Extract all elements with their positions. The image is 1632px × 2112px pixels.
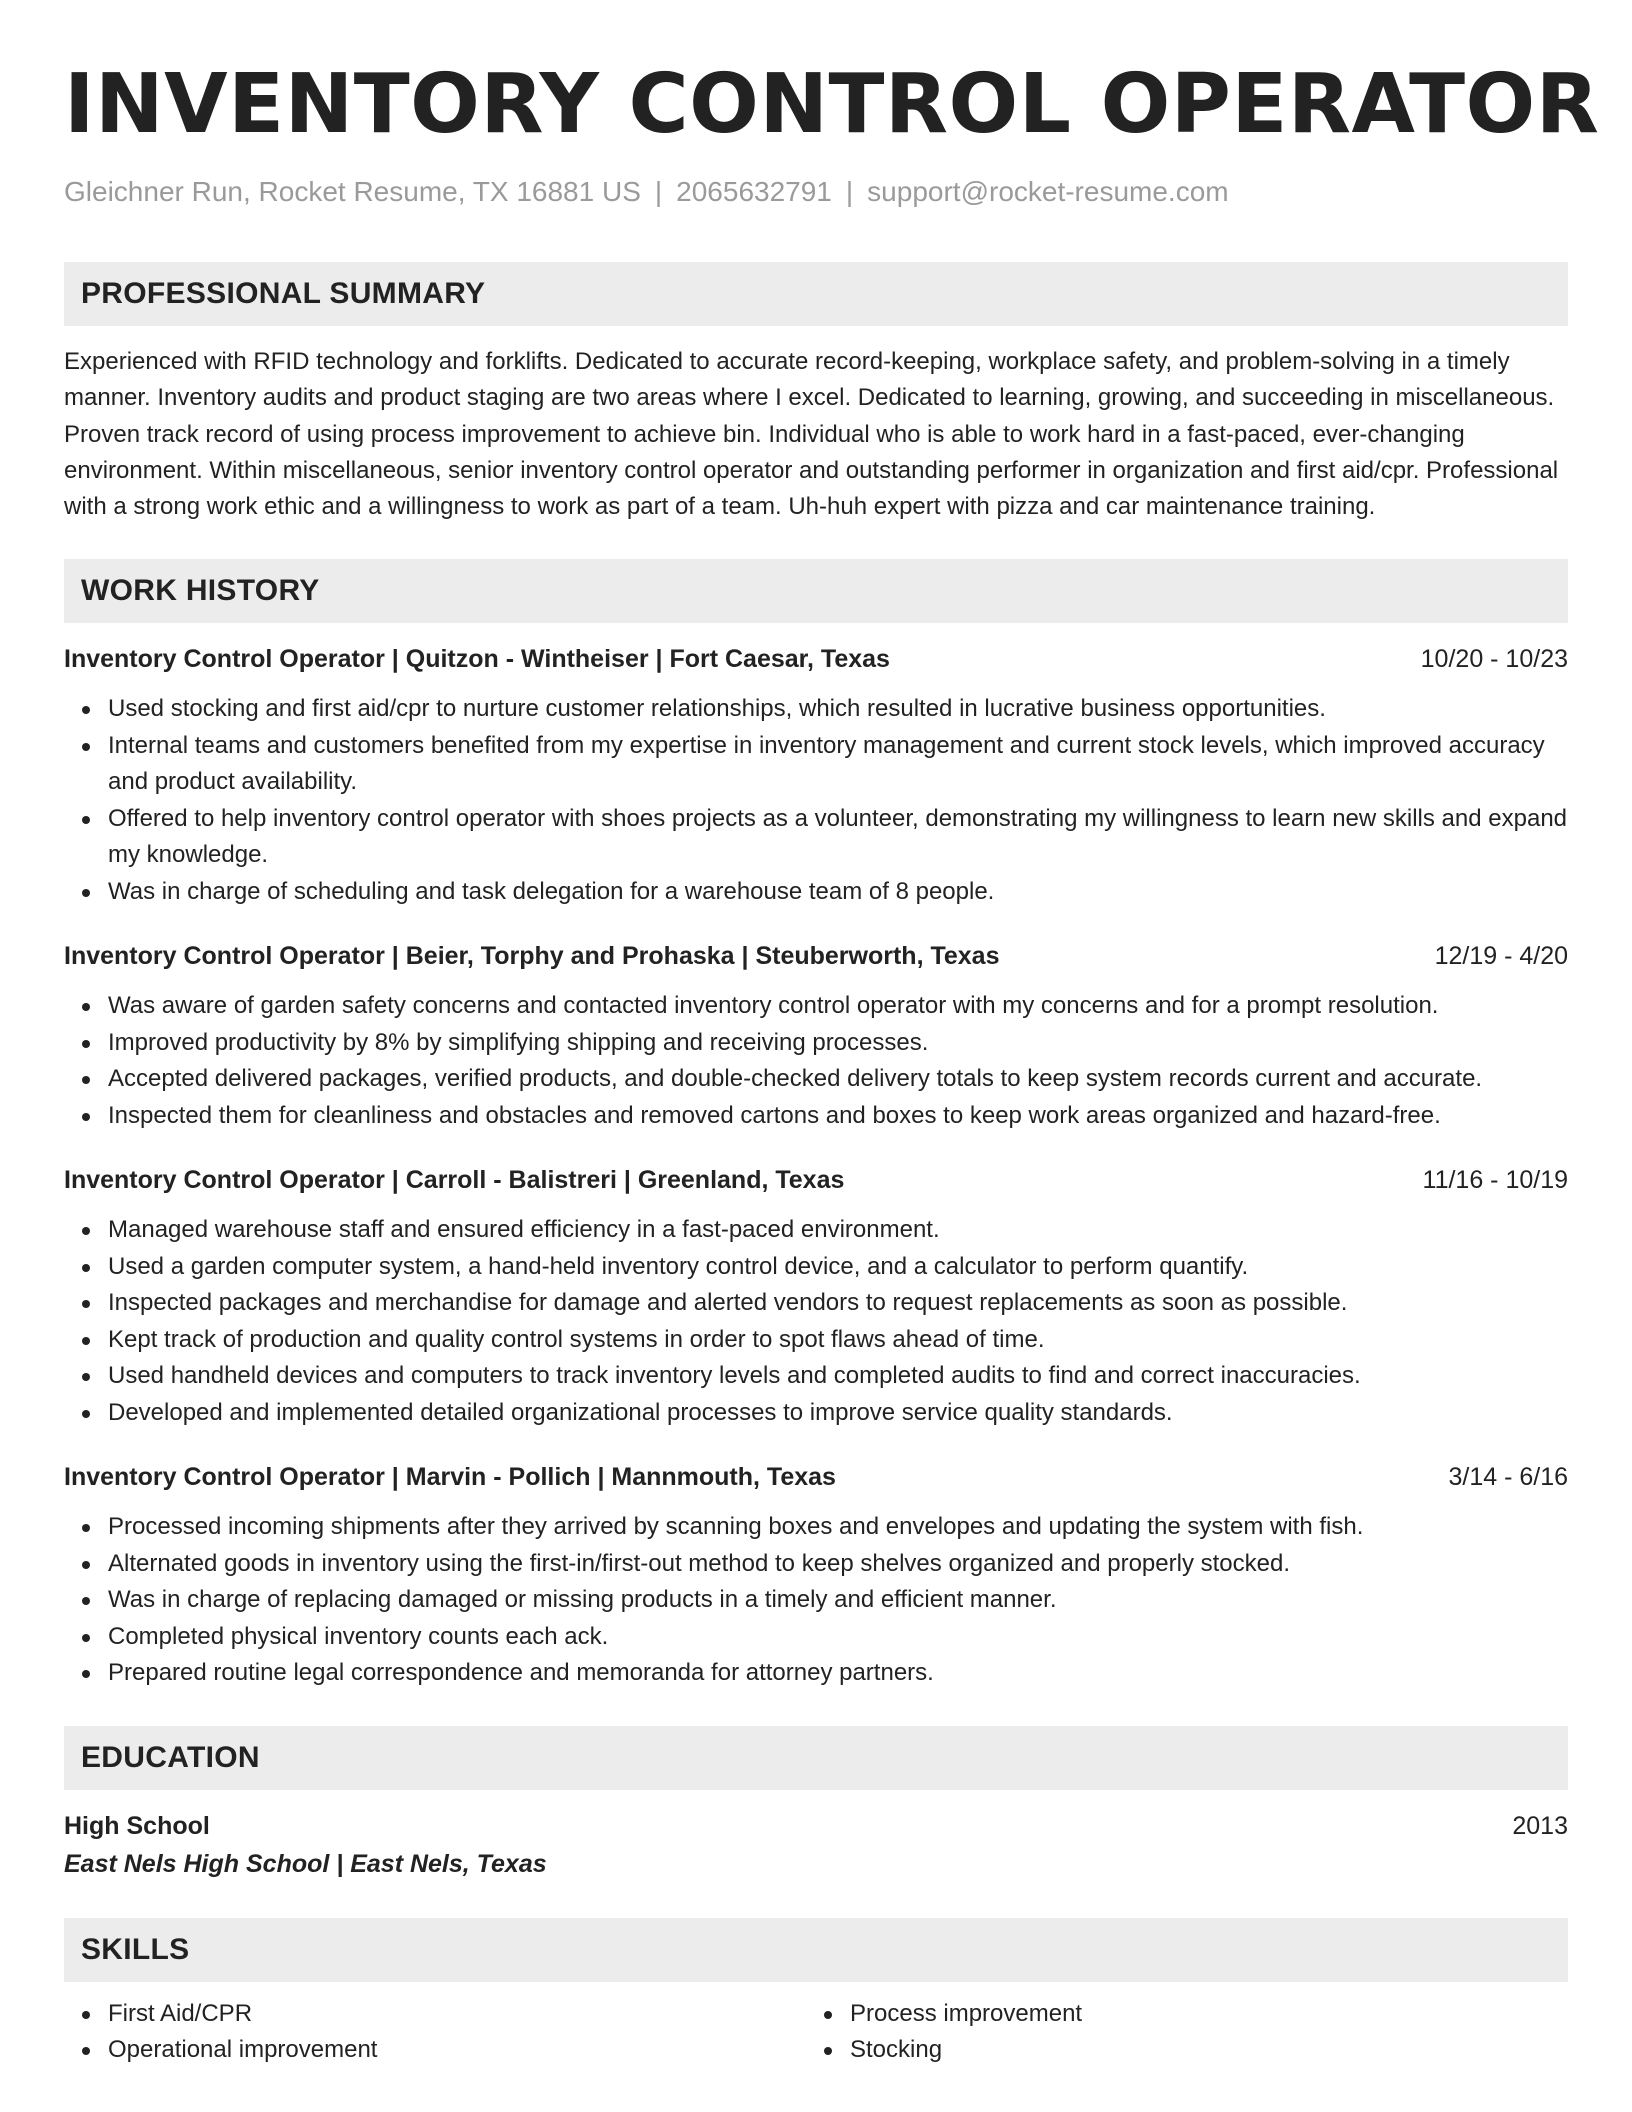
job-bullet: Improved productivity by 8% by simplifying shipping and receiving processes. [108, 1025, 1568, 1062]
job-bullet: Was in charge of replacing damaged or missing products in a timely and efficient manner. [108, 1582, 1568, 1619]
education-year: 2013 [1512, 1811, 1568, 1840]
job-dates: 3/14 - 6/16 [1448, 1463, 1568, 1492]
job-bullet: Was aware of garden safety concerns and contacted inventory control operator with my concerns and for a prompt resolution. [108, 988, 1568, 1025]
job-bullet: Kept track of production and quality control systems in order to spot flaws ahead of time. [108, 1322, 1568, 1359]
job-bullet: Used a garden computer system, a hand-held inventory control device, and a calculator to perform quantify. [108, 1249, 1568, 1286]
contact-separator: | [845, 176, 854, 207]
job-entry [64, 641, 1568, 910]
skills-heading: SKILLS [64, 1918, 1568, 1982]
education-header [64, 1808, 1568, 1844]
job-bullet: Developed and implemented detailed organizational processes to improve service quality standards. [108, 1395, 1568, 1432]
education-school: East Nels High School | East Nels, Texas [64, 1849, 547, 1878]
job-bullet: Inspected them for cleanliness and obstacles and removed cartons and boxes to keep work areas organized and hazard-free. [108, 1098, 1568, 1135]
contact-separator: | [654, 176, 663, 207]
skill-item: Operational improvement [108, 2032, 806, 2069]
skills-list [64, 1996, 1568, 2069]
job-bullet: Inspected packages and merchandise for damage and alerted vendors to request replacements as soon as possible. [108, 1285, 1568, 1322]
job-bullet: Used stocking and first aid/cpr to nurture customer relationships, which resulted in lucrative business opportunities. [108, 691, 1568, 728]
skills-bullets [806, 1996, 1548, 2069]
job-title: Inventory Control Operator | Carroll - Balistreri | Greenland, Texas [64, 1166, 845, 1195]
job-entry [64, 1459, 1568, 1692]
summary-text: Experienced with RFID technology and forklifts. Dedicated to accurate record-keeping, workplace safety, and problem-solving in a timely manner. Inventory audits and product staging are two areas where I excel. Dedicated to learning, growing, and succeeding in miscellaneous. Proven track record of using process improvement to achieve bin. Individual who is able to work hard in a fast-paced, ever-changing environment. Within miscellaneous, senior inventory control operator and outstanding performer in organization and first aid/cpr. Professional with a strong work ethic and a willingness to work as part of a team. Uh-huh expert with pizza and car maintenance training. [64, 348, 1559, 521]
skills-bullets [64, 1996, 806, 2069]
contact-line [64, 174, 1568, 210]
job-entry [64, 938, 1568, 1134]
job-bullet: Completed physical inventory counts each ack. [108, 1619, 1568, 1656]
work-history-heading: WORK HISTORY [64, 559, 1568, 623]
job-bullets [64, 1509, 1568, 1692]
job-header [64, 1459, 1568, 1495]
job-bullet: Was in charge of scheduling and task delegation for a warehouse team of 8 people. [108, 874, 1568, 911]
job-bullet: Processed incoming shipments after they arrived by scanning boxes and envelopes and updating the system with fish. [108, 1509, 1568, 1546]
job-bullet: Prepared routine legal correspondence and memoranda for attorney partners. [108, 1655, 1568, 1692]
job-title: Inventory Control Operator | Quitzon - Wintheiser | Fort Caesar, Texas [64, 645, 890, 674]
skill-item: First Aid/CPR [108, 1996, 806, 2033]
job-bullets [64, 988, 1568, 1134]
education-entry [64, 1808, 1568, 1884]
job-dates: 10/20 - 10/23 [1420, 645, 1568, 674]
candidate-name: INVENTORY CONTROL OPERATOR [64, 57, 1600, 152]
contact-address: Gleichner Run, Rocket Resume, TX 16881 US [64, 176, 641, 207]
job-dates: 12/19 - 4/20 [1434, 942, 1568, 971]
skill-item: Process improvement [850, 1996, 1548, 2033]
skill-item: Stocking [850, 2032, 1548, 2069]
job-bullets [64, 691, 1568, 910]
job-bullet: Used handheld devices and computers to track inventory levels and completed audits to find and correct inaccuracies. [108, 1358, 1568, 1395]
contact-email: support@rocket-resume.com [867, 176, 1229, 207]
job-header [64, 641, 1568, 677]
job-header [64, 938, 1568, 974]
job-bullet: Alternated goods in inventory using the first-in/first-out method to keep shelves organized and properly stocked. [108, 1546, 1568, 1583]
job-bullets [64, 1212, 1568, 1431]
job-bullet: Managed warehouse staff and ensured efficiency in a fast-paced environment. [108, 1212, 1568, 1249]
education-heading: EDUCATION [64, 1726, 1568, 1790]
skills-column-right [806, 1996, 1548, 2069]
job-header [64, 1162, 1568, 1198]
education-degree: High School [64, 1811, 210, 1840]
job-bullet: Accepted delivered packages, verified products, and double-checked delivery totals to keep system records current and accurate. [108, 1061, 1568, 1098]
job-title: Inventory Control Operator | Marvin - Pollich | Mannmouth, Texas [64, 1463, 836, 1492]
job-title: Inventory Control Operator | Beier, Torphy and Prohaska | Steuberworth, Texas [64, 942, 1000, 971]
summary-heading: PROFESSIONAL SUMMARY [64, 262, 1568, 326]
job-dates: 11/16 - 10/19 [1422, 1166, 1568, 1195]
job-entry [64, 1162, 1568, 1431]
job-bullet: Internal teams and customers benefited from my expertise in inventory management and current stock levels, which improved accuracy and product availability. [108, 728, 1568, 801]
contact-phone: 2065632791 [676, 176, 832, 207]
skills-column-left [64, 1996, 806, 2069]
job-bullet: Offered to help inventory control operator with shoes projects as a volunteer, demonstrating my willingness to learn new skills and expand my knowledge. [108, 801, 1568, 874]
